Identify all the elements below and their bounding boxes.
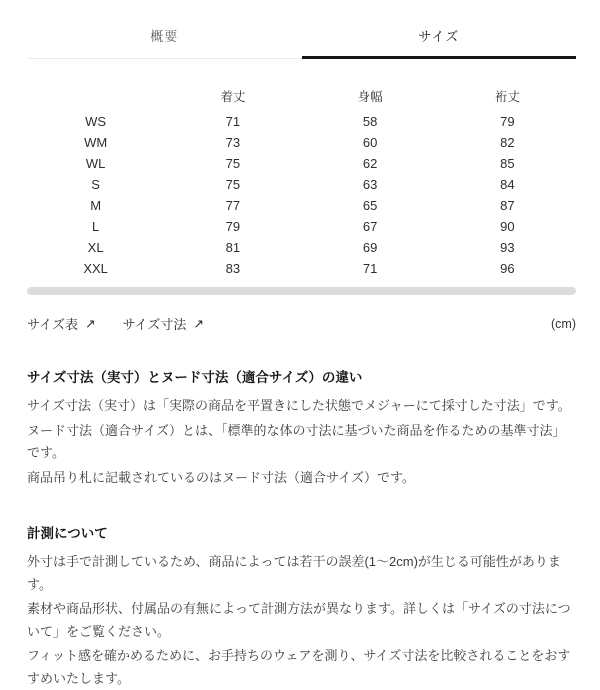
size-value-cell: 84	[500, 177, 515, 192]
size-label: WS	[85, 114, 107, 129]
size-label: S	[91, 177, 100, 192]
size-value-cell: 62	[362, 156, 378, 171]
section-measurement	[27, 522, 576, 690]
table-row	[27, 111, 576, 132]
unit-label: (cm)	[551, 316, 576, 331]
size-label: WL	[85, 156, 106, 171]
table-row	[27, 195, 576, 216]
size-value-cell: 71	[225, 114, 241, 129]
section-heading: サイズ寸法（実寸）とヌード寸法（適合サイズ）の違い	[27, 370, 363, 385]
size-label: XL	[87, 240, 104, 255]
size-value-cell: 67	[362, 219, 378, 234]
table-row	[27, 237, 576, 258]
size-value-cell: 83	[225, 261, 241, 276]
size-value-cell: 79	[225, 219, 241, 234]
table-row	[27, 132, 576, 153]
tab-bar	[27, 0, 576, 59]
paragraph: フィット感を確かめるために、お手持ちのウェアを測り、サイズ寸法を比較されることをおすすめいたします。	[27, 648, 571, 686]
paragraph: 商品吊り札に記載されているのはヌード寸法（適合サイズ）です。	[27, 469, 415, 485]
table-horizontal-scrollbar[interactable]	[27, 287, 576, 295]
size-table	[27, 81, 576, 279]
paragraph: 素材や商品形状、付属品の有無によって計測方法が異なります。詳しくは「サイズの寸法について」をご覧ください。	[27, 601, 571, 639]
external-link-icon: ↗	[84, 317, 96, 331]
size-value-cell: 90	[500, 219, 515, 234]
paragraph: サイズ寸法（実寸）は「実際の商品を平置きにした状態でメジャーにて採寸した寸法」です。	[27, 398, 571, 413]
links-row	[27, 314, 576, 333]
size-value-cell: 71	[362, 261, 378, 276]
column-header: 身幅	[357, 90, 383, 104]
tab-overview[interactable]: 概要	[27, 17, 302, 59]
size-label: XXL	[83, 261, 108, 276]
size-value-cell: 85	[500, 156, 515, 171]
paragraph: ヌード寸法（適合サイズ）とは、「標準的な体の寸法に基づいた商品を作るための基準寸法」です。	[27, 422, 566, 460]
size-value-cell: 81	[225, 240, 241, 255]
column-header: 裄丈	[494, 90, 520, 104]
size-chart-link-label: サイズ表	[27, 317, 78, 332]
column-header: 着丈	[220, 90, 246, 104]
corner-empty-cell	[27, 81, 164, 111]
size-value-cell: 75	[225, 177, 241, 192]
size-table-body	[27, 111, 576, 279]
size-value-cell: 82	[500, 135, 515, 150]
section-size-vs-nude	[27, 366, 576, 489]
size-label: WM	[84, 135, 108, 150]
size-value-cell: 60	[362, 135, 378, 150]
size-dimensions-link[interactable]	[122, 314, 203, 333]
size-label: M	[90, 198, 102, 213]
size-dimensions-link-label: サイズ寸法	[122, 317, 187, 332]
tab-size[interactable]: サイズ	[302, 17, 577, 59]
size-label: L	[92, 219, 100, 234]
table-row	[27, 153, 576, 174]
size-value-cell: 63	[362, 177, 378, 192]
size-value-cell: 58	[362, 114, 378, 129]
size-value-cell: 77	[225, 198, 241, 213]
section-heading: 計測について	[27, 526, 108, 541]
size-value-cell: 93	[500, 240, 515, 255]
table-row	[27, 216, 576, 237]
external-link-icon: ↗	[193, 317, 204, 331]
size-value-cell: 73	[225, 135, 241, 150]
size-value-cell: 69	[362, 240, 378, 255]
size-value-cell: 87	[500, 198, 515, 213]
table-row	[27, 258, 576, 279]
paragraph: 外寸は手で計測しているため、商品によっては若干の誤差(1～2cm)が生じる可能性があります。	[27, 554, 561, 592]
size-value-cell: 75	[225, 156, 241, 171]
size-value-cell: 65	[362, 198, 378, 213]
size-chart-link[interactable]	[27, 314, 95, 333]
size-value-cell: 96	[500, 261, 515, 276]
table-row	[27, 174, 576, 195]
size-table-header-row	[27, 81, 576, 111]
size-value-cell: 79	[500, 114, 515, 129]
